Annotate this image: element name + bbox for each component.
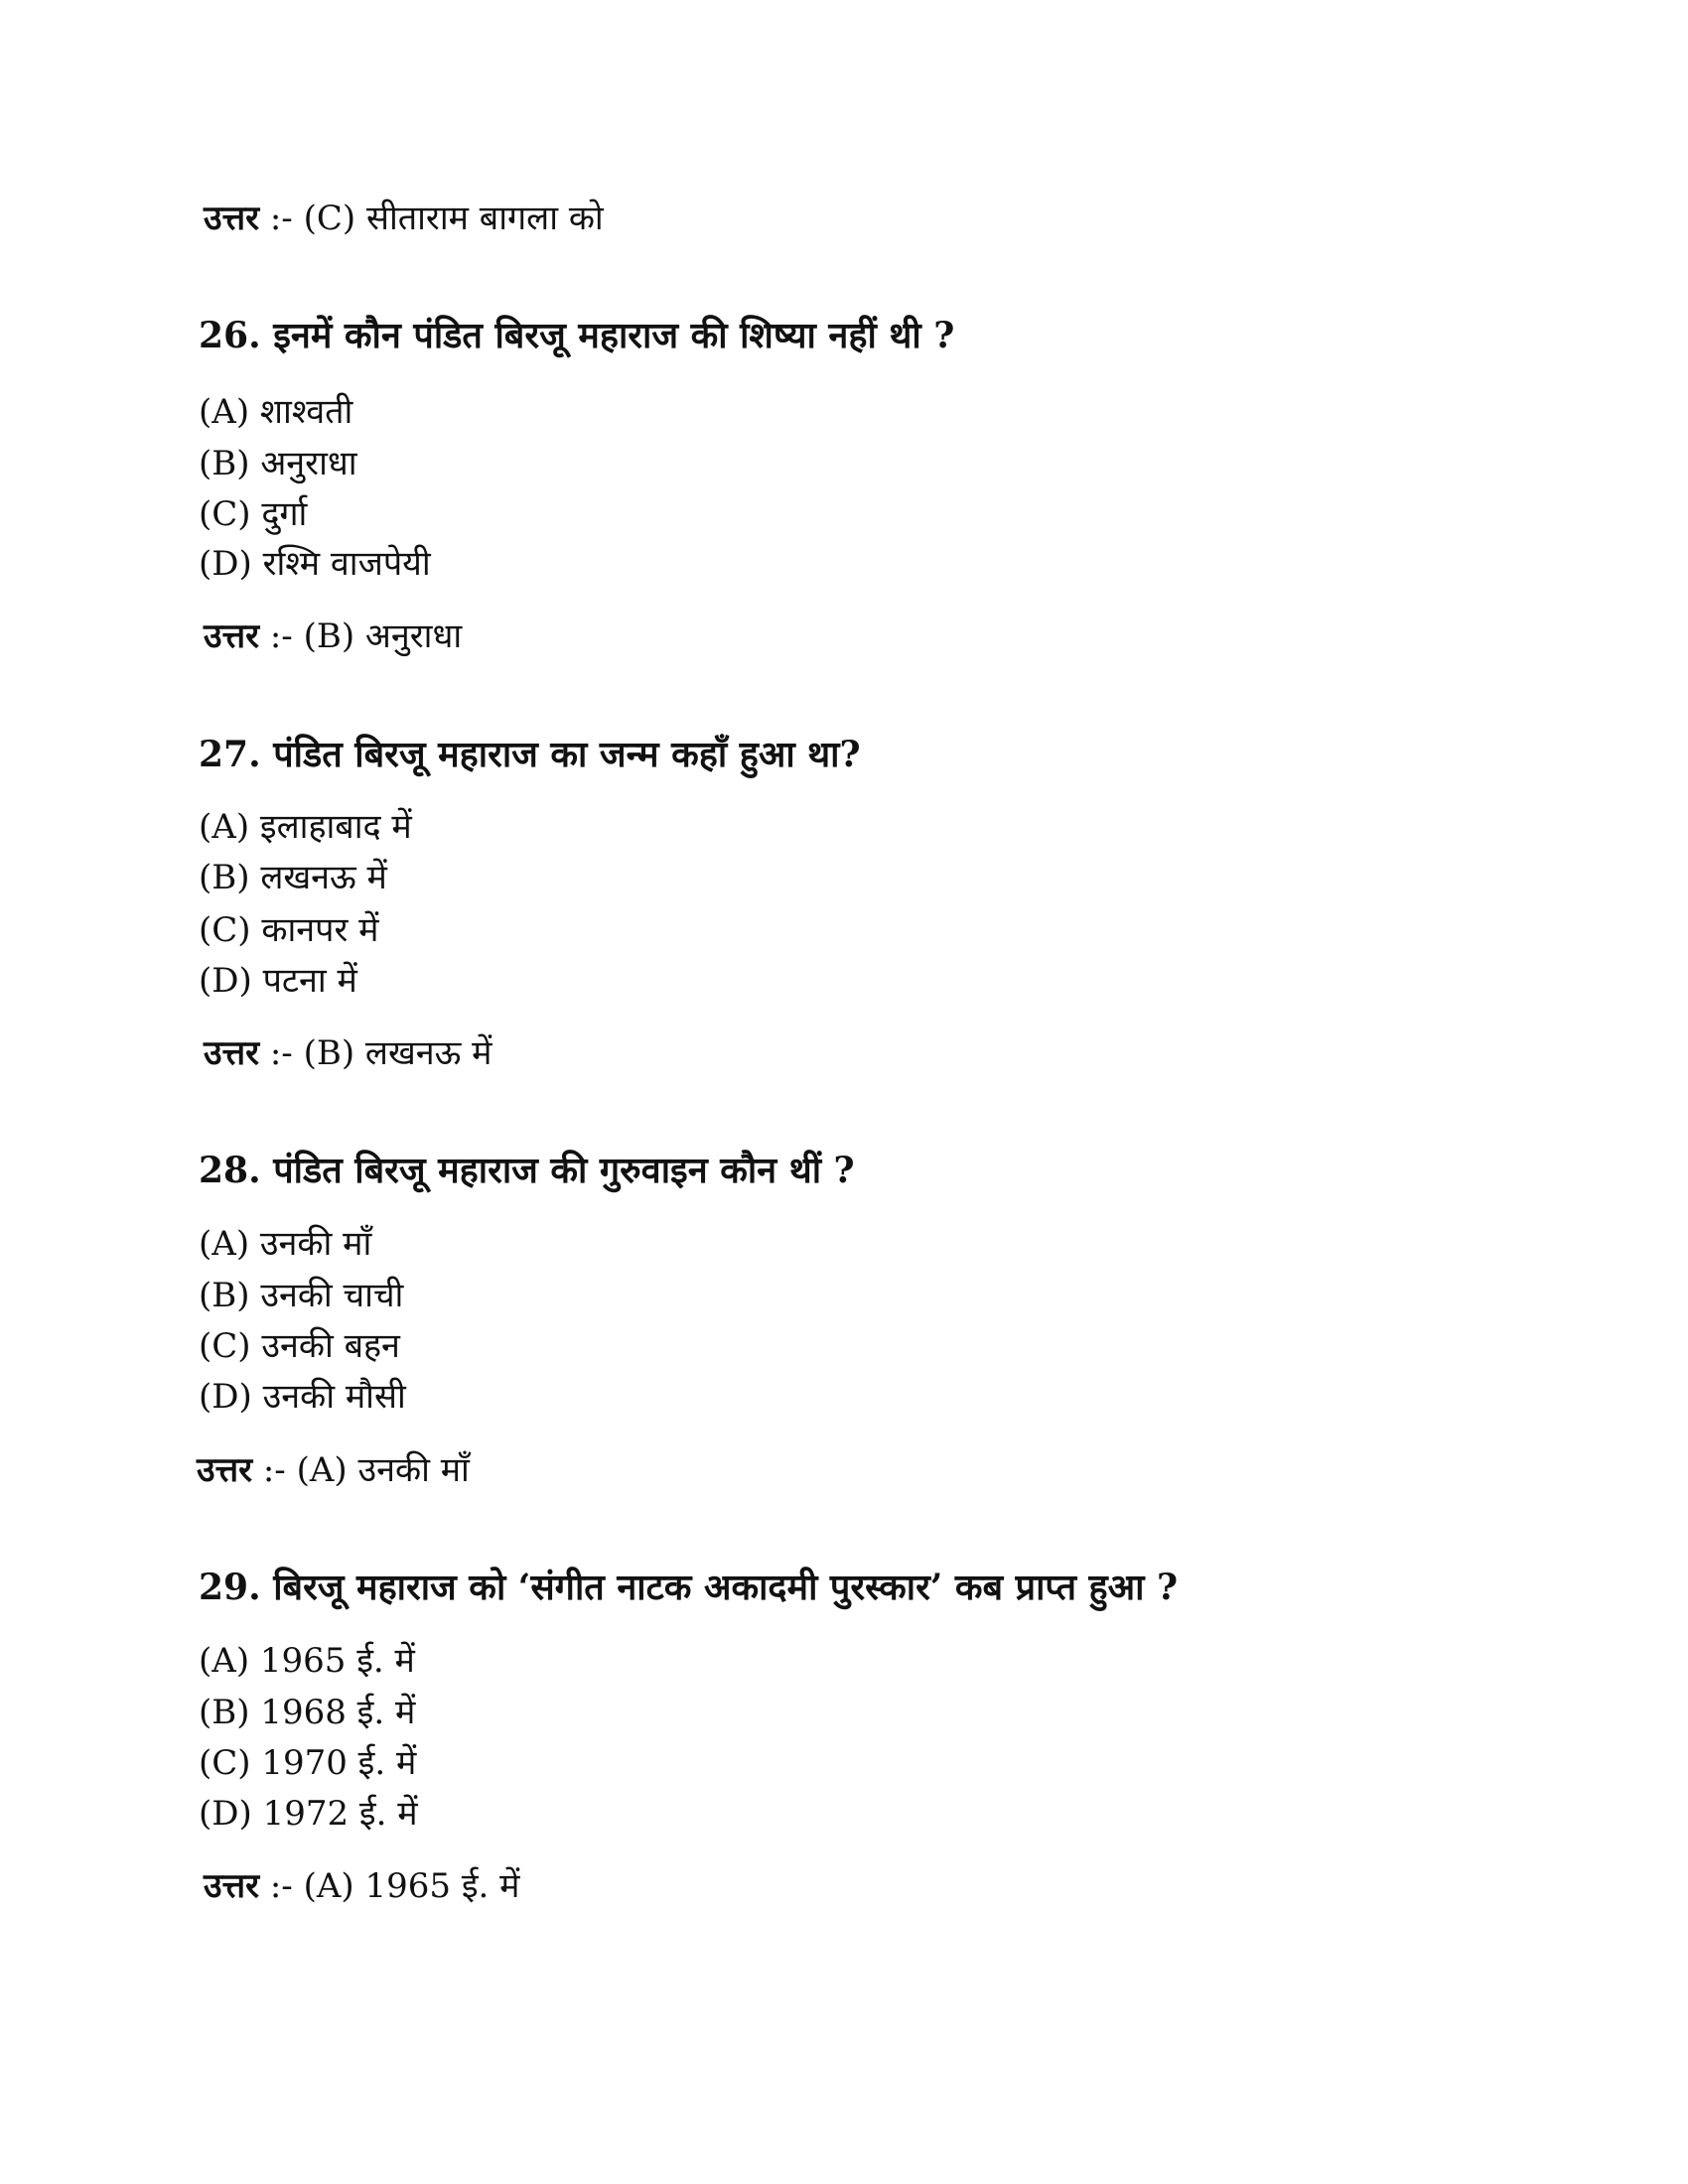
- answer-text: (A) उनकी माँ: [296, 1450, 470, 1490]
- option-26-c: (C) दुर्गा: [199, 494, 308, 534]
- question-number: 27.: [199, 734, 261, 775]
- answer-line-25: [204, 199, 604, 238]
- option-29-a: (A) 1965 ई. में: [199, 1641, 415, 1681]
- question-text: पंडित बिरजू महाराज की गुरुवाइन कौन थीं ?: [273, 1150, 855, 1191]
- question-number: 26.: [199, 315, 261, 356]
- option-26-d: (D) रश्मि वाजपेयी: [199, 544, 431, 584]
- question-27: [199, 734, 861, 775]
- option-27-a: (A) इलाहाबाद में: [199, 807, 412, 847]
- answer-text: (A) 1965 ई. में: [303, 1866, 520, 1906]
- option-28-b: (B) उनकी चाची: [199, 1276, 404, 1315]
- answer-label: उत्तर: [204, 1033, 260, 1073]
- answer-line-29: [204, 1866, 520, 1906]
- answer-line-26: [204, 616, 463, 656]
- option-27-b: (B) लखनऊ में: [199, 858, 387, 897]
- answer-separator: :-: [252, 1450, 297, 1490]
- answer-label: उत्तर: [204, 1866, 260, 1906]
- answer-line-28: [197, 1450, 470, 1490]
- question-text: पंडित बिरजू महाराज का जन्म कहाँ हुआ था?: [273, 734, 861, 775]
- option-29-d: (D) 1972 ई. में: [199, 1794, 418, 1834]
- option-27-c: (C) कानपर में: [199, 910, 379, 950]
- question-text: बिरजू महाराज को ‘संगीत नाटक अकादमी पुरस्कार’ कब प्राप्त हुआ ?: [273, 1567, 1179, 1608]
- answer-separator: :-: [259, 616, 304, 656]
- option-28-a: (A) उनकी माँ: [199, 1224, 372, 1264]
- option-29-c: (C) 1970 ई. में: [199, 1743, 417, 1783]
- answer-label: उत्तर: [204, 616, 260, 656]
- option-29-b: (B) 1968 ई. में: [199, 1693, 416, 1732]
- answer-text: (B) लखनऊ में: [303, 1033, 492, 1073]
- question-text: इनमें कौन पंडित बिरजू महाराज की शिष्या नहीं थी ?: [273, 315, 955, 356]
- answer-label: उत्तर: [204, 199, 260, 238]
- option-27-d: (D) पटना में: [199, 961, 357, 1001]
- question-number: 29.: [199, 1567, 261, 1608]
- question-26: [199, 315, 955, 356]
- question-29: [199, 1567, 1179, 1608]
- answer-label: उत्तर: [197, 1450, 253, 1490]
- option-28-d: (D) उनकी मौसी: [199, 1377, 406, 1417]
- answer-text: (C) सीताराम बागला को: [303, 199, 604, 238]
- question-number: 28.: [199, 1150, 261, 1191]
- answer-line-27: [204, 1033, 492, 1073]
- option-26-a: (A) शाश्वती: [199, 392, 353, 432]
- answer-separator: :-: [259, 199, 304, 238]
- option-26-b: (B) अनुराधा: [199, 444, 357, 483]
- answer-text: (B) अनुराधा: [303, 616, 463, 656]
- question-28: [199, 1150, 855, 1191]
- answer-separator: :-: [259, 1866, 304, 1906]
- option-28-c: (C) उनकी बहन: [199, 1326, 400, 1366]
- answer-separator: :-: [259, 1033, 304, 1073]
